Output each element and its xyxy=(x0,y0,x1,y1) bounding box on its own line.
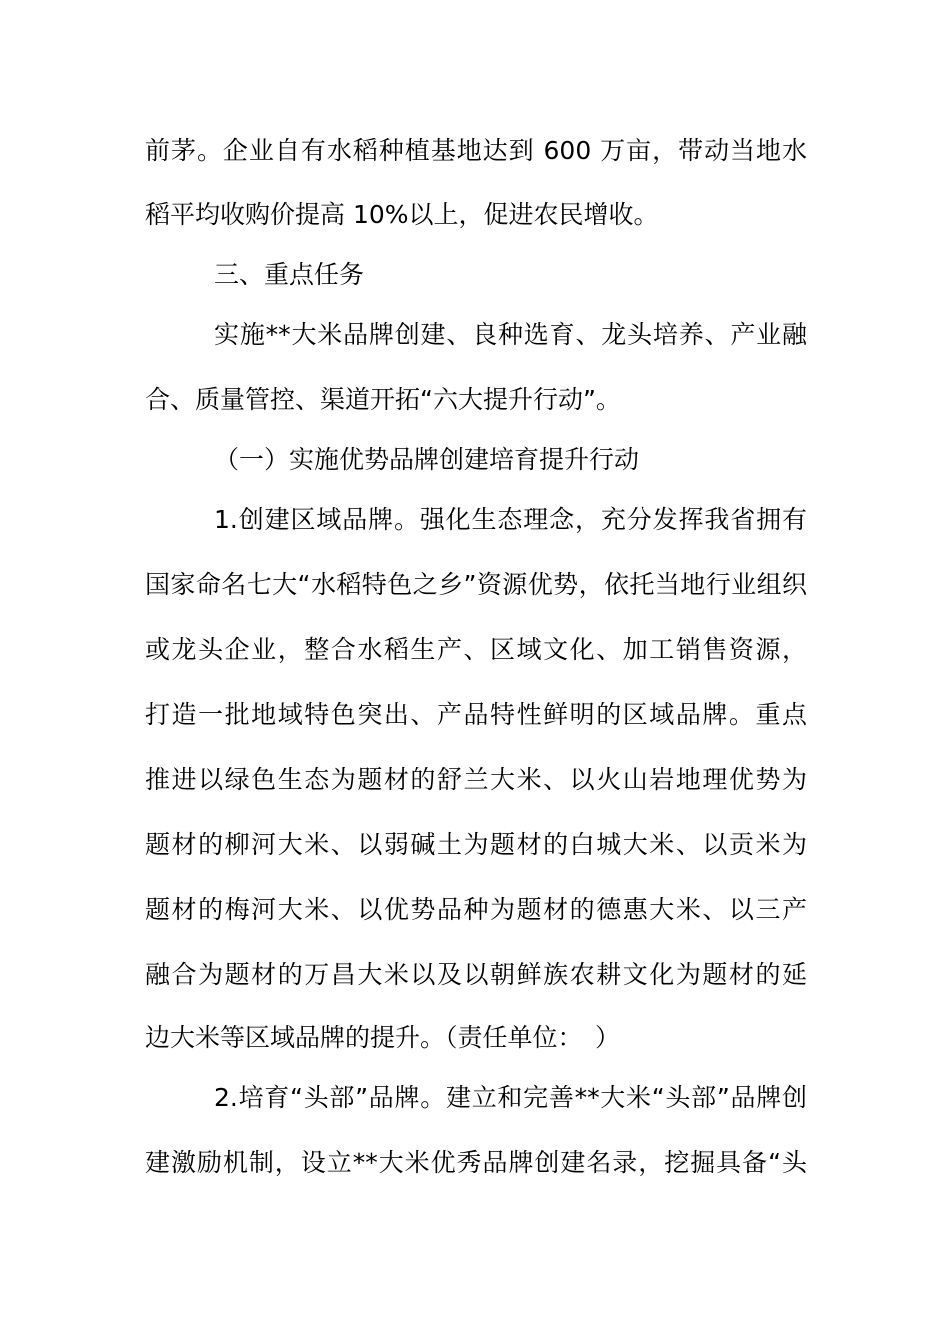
paragraph-line: 稻平均收购价提高 10%以上，促进农民增收。 xyxy=(145,200,659,229)
paragraph-line: 边大米等区域品牌的提升。（责任单位： ） xyxy=(145,1023,621,1052)
paragraph-line: 合、质量管控、渠道开拓“六大提升行动”。 xyxy=(145,385,621,414)
paragraph-line: 2.培育“头部”品牌。建立和完善**大米“头部”品牌创 xyxy=(214,1083,807,1112)
paragraph-line: 前茅。企业自有水稻种植基地达到 600 万亩，带动当地水 xyxy=(145,136,807,165)
section-heading: 三、重点任务 xyxy=(214,260,365,289)
paragraph-line: 实施**大米品牌创建、良种选育、龙头培养、产业融 xyxy=(214,320,807,349)
paragraph-line: 或龙头企业，整合水稻生产、区域文化、加工销售资源， xyxy=(145,635,807,664)
paragraph-line: 题材的柳河大米、以弱碱土为题材的白城大米、以贡米为 xyxy=(145,830,807,859)
paragraph-line: 建激励机制，设立**大米优秀品牌创建名录，挖掘具备“头 xyxy=(145,1148,807,1177)
paragraph-line: 推进以绿色生态为题材的舒兰大米、以火山岩地理优势为 xyxy=(145,765,807,794)
paragraph-line: 打造一批地域特色突出、产品特性鲜明的区域品牌。重点 xyxy=(145,700,807,729)
paragraph-line: 1.创建区域品牌。强化生态理念，充分发挥我省拥有 xyxy=(214,505,807,534)
subsection-heading: （一）实施优势品牌创建培育提升行动 xyxy=(214,445,640,474)
paragraph-line: 融合为题材的万昌大米以及以朝鲜族农耕文化为题材的延 xyxy=(145,960,807,989)
paragraph-line: 国家命名七大“水稻特色之乡”资源优势，依托当地行业组织 xyxy=(145,570,807,599)
paragraph-line: 题材的梅河大米、以优势品种为题材的德惠大米、以三产 xyxy=(145,895,807,924)
